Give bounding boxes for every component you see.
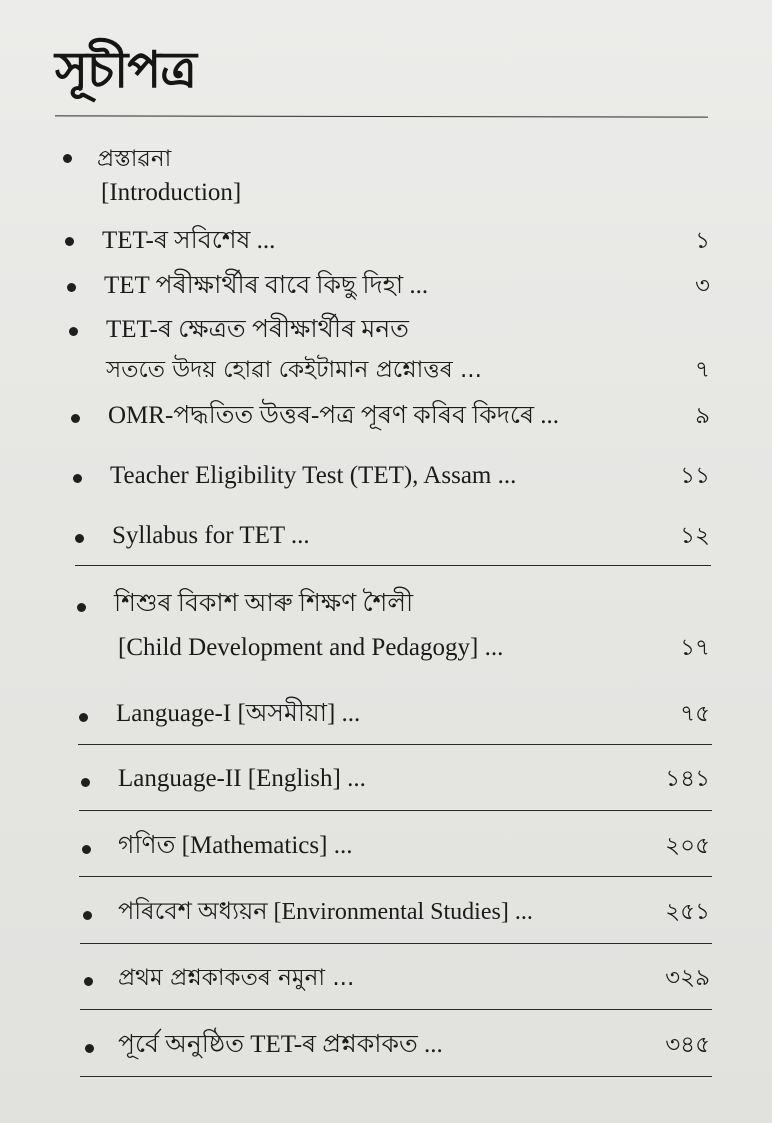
- entry-text: পৰিবেশ অধ্যয়ন [Environmental Studies] ...: [118, 899, 533, 925]
- entry-text-english: [Introduction]: [101, 179, 242, 206]
- entry-text: Teacher Eligibility Test (TET), Assam ...: [110, 462, 517, 489]
- entry-text: TET-ৰ সবিশেষ ...: [102, 227, 276, 254]
- page-number: ১১: [680, 463, 710, 489]
- bullet: [71, 414, 80, 423]
- page-number: ৭: [695, 357, 710, 383]
- page-title: সূচীপত্ৰ: [55, 41, 196, 99]
- section-divider: [79, 810, 712, 811]
- entry-text: পূৰ্বে অনুষ্ঠিত TET-ৰ প্ৰশ্নকাকত ...: [118, 1031, 443, 1058]
- section-divider: [80, 1009, 712, 1010]
- page-number: ২০৫: [665, 833, 710, 859]
- page-number: ৩৪৫: [665, 1032, 710, 1058]
- page-number: ১২: [680, 523, 710, 549]
- page-number: ১: [695, 228, 710, 254]
- bullet: [67, 283, 76, 292]
- title-underline: [55, 115, 708, 117]
- bullet: [83, 911, 92, 920]
- page-number: ৯: [695, 403, 710, 429]
- page-number: ১৪১: [665, 766, 710, 792]
- entry-text: OMR-পদ্ধতিত উত্তৰ-পত্ৰ পূৰণ কৰিব কিদৰে ...: [108, 402, 560, 429]
- page-number: ৭৫: [680, 701, 710, 727]
- section-divider: [80, 1076, 712, 1077]
- bullet: [65, 237, 74, 246]
- section-divider: [80, 943, 712, 944]
- section-divider: [79, 876, 712, 877]
- page-number: ৩: [695, 273, 710, 299]
- bullet: [63, 154, 72, 163]
- page-number: ২৫১: [665, 899, 710, 925]
- bullet: [84, 977, 93, 986]
- page-number: ৩২৯: [665, 965, 710, 991]
- page-number: ১৭: [680, 635, 710, 661]
- bullet: [81, 778, 90, 787]
- entry-text: Syllabus for TET ...: [112, 522, 310, 549]
- entry-text-english: [Child Development and Pedagogy] ...: [118, 634, 504, 661]
- bullet: [82, 845, 91, 854]
- entry-text: গণিত [Mathematics] ...: [118, 832, 353, 859]
- entry-text: প্ৰস্তাৱনা: [97, 146, 172, 172]
- section-divider: [75, 565, 711, 566]
- entry-text-continued: সততে উদয় হোৱা কেইটামান প্ৰশ্নোত্তৰ ...: [106, 357, 482, 383]
- bullet: [73, 474, 82, 483]
- bullet: [77, 603, 86, 612]
- bullet: [85, 1044, 94, 1053]
- entry-text: Language-II [English] ...: [118, 765, 366, 792]
- entry-text: শিশুৰ বিকাশ আৰু শিক্ষণ শৈলী: [114, 590, 414, 617]
- entry-text: প্ৰথম প্ৰশ্নকাকতৰ নমুনা ...: [118, 965, 355, 991]
- entry-text: Language-I [অসমীয়া] ...: [116, 700, 361, 727]
- entry-text: TET পৰীক্ষাৰ্থীৰ বাবে কিছু দিহা ...: [104, 272, 429, 299]
- bullet: [79, 713, 88, 722]
- bullet: [75, 534, 84, 543]
- section-divider: [78, 744, 712, 745]
- entry-text: TET-ৰ ক্ষেত্ৰত পৰীক্ষাৰ্থীৰ মনত: [106, 316, 409, 343]
- bullet: [69, 327, 78, 336]
